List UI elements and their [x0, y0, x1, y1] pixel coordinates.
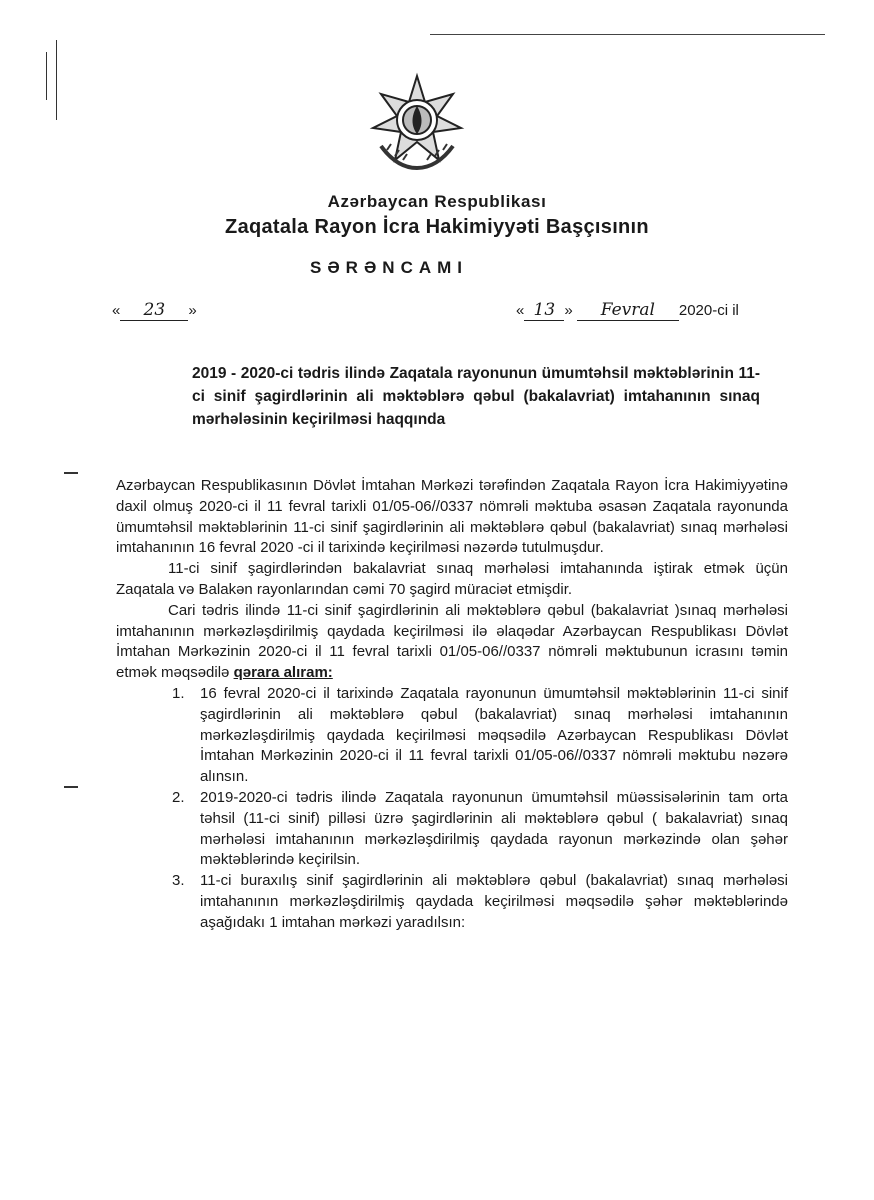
paragraph-applicants: 11-ci sinif şagirdlərindən bakalavriat sınaq mərhələsi imtahanında iştirak etmək üçün Zaqatala və Balakən rayonlarından cəmi 70 şagird müraciət etmişdir.: [116, 560, 788, 598]
decision-phrase: qərara alıram:: [233, 664, 333, 682]
paragraph-intro: Azərbaycan Respublikasının Dövlət İmtahan Mərkəzi tərəfindən Zaqatala Rayon İcra Hakimiyyətinə daxil olmuş 2020-ci il 11 fevral tarixli 01/05-06//0337 nömrəli məktuba əsasən Zaqatala rayonunda ümumtəhsil məktəblərinin 11-ci sinif şagirdlərinin ali məktəblərə qəbul (bakalavriat) sınaq mərhələsi imtahanının 16 fevral 2020 -ci il tarixində keçirilməsi nəzərdə tutulmuşdur.: [116, 477, 788, 557]
header-authority: Zaqatala Rayon İcra Hakimiyyəti Başçısının: [225, 216, 649, 238]
date-year: 2020-ci il: [678, 302, 739, 319]
list-item: 3. 11-ci buraxılış sinif şagirdlərinin ali məktəblərə qəbul (bakalavriat) sınaq mərhələsi imtahanının mərkəzləşdirilmiş qaydada keçirilməsi məqsədilə şəhər məktəblərində aşağıdakı 1 imtahan mərkəzi yaradılsın:: [172, 872, 788, 931]
order-number: « 23 »: [112, 300, 197, 320]
scan-top-line: [430, 34, 825, 35]
order-date: « 13 » Fevral 2020-ci il: [516, 300, 739, 320]
date-month: Fevral: [577, 300, 679, 321]
azerbaijan-state-emblem-icon: [367, 72, 467, 172]
margin-mark: [46, 52, 47, 100]
header-country: Azərbaycan Respublikası: [327, 192, 547, 211]
margin-dash: [64, 786, 78, 788]
paragraph-purpose: Cari tədris ilində 11-ci sinif şagirdlərinin ali məktəblərə qəbul (bakalavriat )sınaq mərhələsi imtahanının mərkəzləşdirilmiş qaydada keçirilməsi ilə əlaqədar Azərbaycan Respublikası Dövlət İmtahan Mərkəzinin 2020-ci il 11 fevral tarixli 01/05-06//0337 nömrəli məktubunun icrasını təmin etmək məqsədilə qərara alıram:: [116, 601, 788, 682]
document-subject: 2019 - 2020-ci tədris ilində Zaqatala rayonunun ümumtəhsil məktəblərinin 11-ci sinif şagirdlərinin ali məktəblərə qəbul (bakalavriat) imtahanının sınaq mərhələsinin keçirilməsi haqqında: [192, 365, 760, 428]
list-item: 2. 2019-2020-ci tədris ilində Zaqatala rayonunun ümumtəhsil müəssisələrinin tam orta təhsil (11-ci sinif) pilləsi üzrə şagirdlərinin ali məktəblərə qəbul ( bakalavriat) sınaq mərhələsi imtahanının mərkəzləşdirilmiş qaydada rayonun mərkəzində olan şəhər məktəblərində keçirilsin.: [172, 788, 788, 869]
order-number-value: 23: [120, 300, 188, 321]
date-day: 13: [524, 300, 564, 321]
margin-dash: [64, 472, 78, 474]
list-item: 1. 16 fevral 2020-ci il tarixində Zaqatala rayonunun ümumtəhsil məktəblərinin 11-ci sinif şagirdlərinin ali məktəblərə qəbul (bakalavriat) sınaq mərhələsi imtahanının mərkəzləşdirilmiş qaydada keçirilməsi məqsədilə Azərbaycan Respublikası Dövlət İmtahan Mərkəzinin 2020-ci il 11 fevral tarixli 01/05-06//0337 nömrəli məktubu nəzərə alınsın.: [172, 684, 788, 786]
decision-list: [116, 684, 788, 934]
document-title: SƏRƏNCAMI: [310, 258, 469, 277]
margin-mark: [56, 40, 57, 120]
document-body: [116, 476, 788, 934]
